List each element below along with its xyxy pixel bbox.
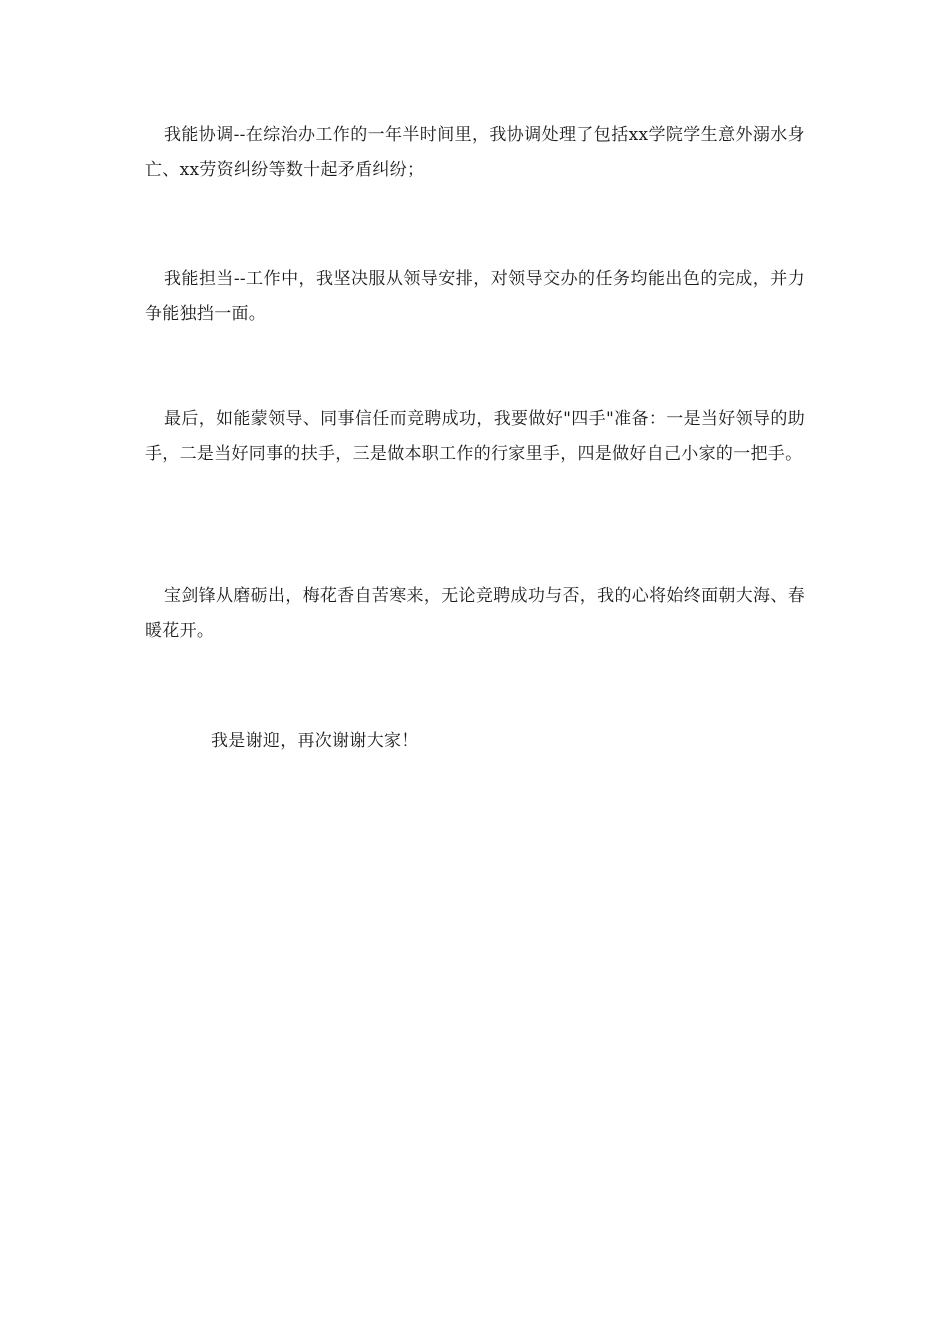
paragraph-responsibility: 我能担当--工作中，我坚决服从领导安排，对领导交办的任务均能出色的完成，并力争能独挡一面。: [145, 269, 805, 324]
paragraph-conclusion: 宝剑锋从磨砺出，梅花香自苦寒来，无论竞聘成功与否，我的心将始终面朝大海、春暖花开。: [145, 586, 805, 641]
paragraph-four-hands: 最后，如能蒙领导、同事信任而竞聘成功，我要做好"四手"准备：一是当好领导的助手，二是当好同事的扶手，三是做本职工作的行家里手，四是做好自己小家的一把手。: [145, 409, 805, 464]
paragraph-coordination: 我能协调--在综治办工作的一年半时间里，我协调处理了包括xx学院学生意外溺水身亡、xx劳资纠纷等数十起矛盾纠纷；: [145, 125, 805, 180]
closing-thanks: 我是谢迎，再次谢谢大家！: [211, 731, 419, 751]
